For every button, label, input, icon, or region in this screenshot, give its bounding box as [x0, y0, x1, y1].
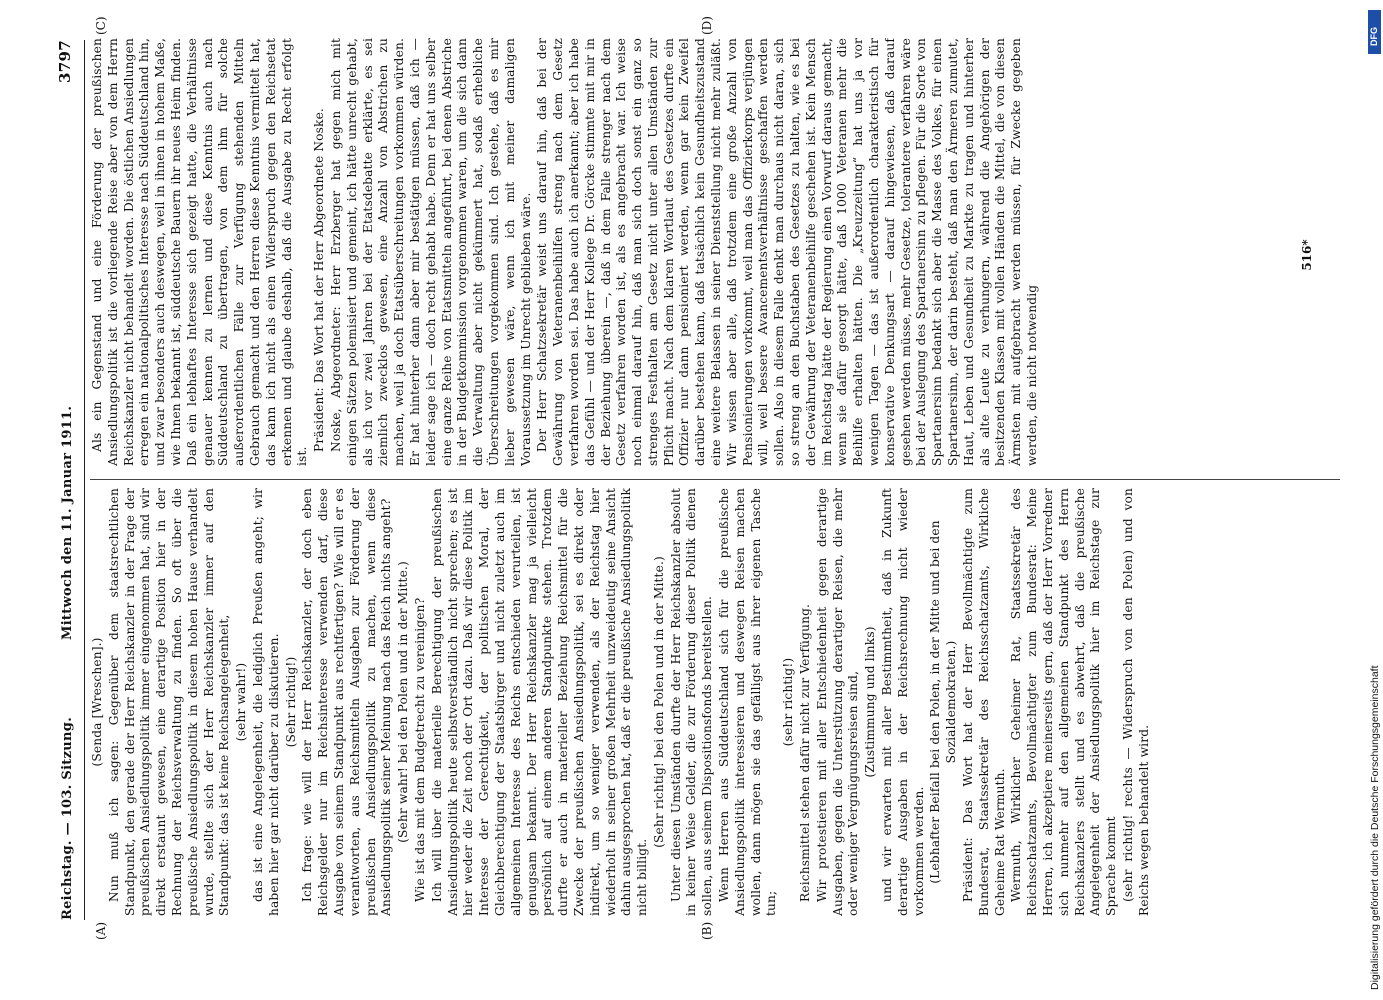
left-column-paragraph: Wir protestieren mit aller Entschiedenheit gegen derartige Ausgaben, gegen die Unterstützung derartiger Reisen, die mehr oder weniger Vergnügungsreisen sind,	[814, 488, 861, 916]
footer-signature: 516*	[1300, 239, 1314, 271]
left-column-paragraph: Unter diesen Umständen durfte der Herr Reichskanzler absolut in keiner Weise Gelder, die zur Förderung dieser Politik dienen sollen, aus seinem Dispositionsfonds bereitstellen.	[668, 488, 715, 916]
header-date: Mittwoch den 11. Januar 1911.	[60, 405, 75, 640]
dfg-logo-icon	[1368, 10, 1381, 54]
left-text-column	[90, 488, 1290, 916]
left-column-paragraph: Nun muß ich sagen: Gegenüber dem staatsrechtlichen Standpunkt, den gerade der Herr Reichskanzler in der Frage der preußischen Ansiedlungspolitik immer eingenommen hat, sind wir direkt erstaunt gewesen, eine derartige Position hier in der Rechnung der Reichsverwaltung zu finden. So oft über die preußische Ansiedlungspolitik in diesem hohen Hause verhandelt wurde, stellte sich der Herr Reichskanzler immer auf den Standpunkt: das ist keine Reichsangelegenheit,	[106, 488, 232, 916]
left-column-paragraph: Wermuth, Wirklicher Geheimer Rat, Staatssekretär des Reichsschatzamts, Bevollmächtigter zum Bundesrat: Meine Herren, ich akzeptiere meinerseits gern, daß der Herr Vorredner sich nunmehr auf den allgemeinen Standpunkt des Herrn Reichskanzlers stellt und es abwehrt, daß die preußische Angelegenheit der Ansiedlungspolitik hier im Reichstage zur Sprache kommt	[1009, 488, 1119, 916]
left-column-paragraph: (sehr richtig! rechts — Widerspruch von den Polen) und von Reichs wegen behandelt wird.	[1121, 488, 1151, 916]
left-column-paragraph: Ich frage: wie will der Herr Reichskanzler, der doch eben Reichsgelder nur im Reichsinteresse verwenden darf, diese Ausgabe von seinem Standpunkt aus rechtfertigen? Wie will er es verantworten, aus Reichsmitteln Ausgaben zur Förderung der preußischen Ansiedlungspolitik zu machen, wenn diese Ansiedlungspolitik seiner Meinung nach das Reich nichts angeht?	[300, 488, 394, 916]
left-column-paragraph: (sehr richtig!)	[781, 657, 796, 747]
right-column-paragraph: Noske, Abgeordneter: Herr Erzberger hat gegen mich mit einigen Sätzen polemisiert und gemeint, ich hätte unrecht gehabt, als ich vor zwei Jahren bei der Etatsdebatte erklärte, es sei ziemlich zwecklos gewesen, eine Anzahl von Abstrichen zu machen, weil ja doch Etatsüberschreitungen vorkommen würden. Er hat hinterher dann aber mir bestätigen müssen, daß ich — leider sage ich — doch recht gehabt habe. Denn er hat uns selber eine ganze Reihe von Etatsmitteln angeführt, bei denen Abstriche in der Budgetkommission vorgenommen waren, um die sich dann die Verwaltung aber nicht gekümmert hat, sodaß erhebliche Überschreitungen vorgekommen sind. Ich gestehe, daß es mir lieber gewesen wäre, wenn ich mit meiner damaligen Voraussetzung im Unrecht geblieben wäre.	[328, 38, 533, 466]
header-rule	[84, 40, 85, 920]
left-column-paragraph: das ist eine Angelegenheit, die lediglich Preußen angeht; wir haben hier gar nicht darüber zu diskutieren.	[250, 488, 281, 916]
right-text-column	[90, 38, 1290, 466]
dfg-credit-line: Digitalisierung gefördert durch die Deutsche Forschungsgemeinschaft	[1369, 665, 1381, 990]
left-column-paragraph: (Zustimmung und links)	[863, 626, 878, 778]
left-column-paragraph: Präsident: Das Wort hat der Herr Bevollmächtigte zum Bundesrat, Staatssekretär des Reichsschatzamts, Wirkliche Geheime Rat Wermuth.	[961, 488, 1007, 916]
column-divider	[90, 479, 1340, 480]
left-column-paragraph: Reichsmittel stehen dafür nicht zur Verfügung.	[798, 603, 813, 902]
left-column-paragraph: und wir erwarten mit aller Bestimmtheit, daß in Zukunft derartige Ausgaben in der Reichsrechnung nicht wieder vorkommen werden.	[880, 488, 926, 916]
column-marker-b: (B)	[700, 921, 714, 940]
left-column-paragraph: Wie ist das mit dem Budgetrecht zu vereinigen?	[412, 597, 427, 902]
left-column-paragraph: Wenn Herren aus Süddeutschland sich für die preußische Ansiedlungspolitik interessieren und deswegen Reisen machen wollen, dann mögen sie das gefälligst aus ihrer eigenen Tasche tun;	[717, 488, 779, 916]
left-column-paragraph: (Lebhafter Beifall bei den Polen, in der Mitte und bei den Sozialdemokraten.)	[928, 520, 959, 884]
right-column-paragraph: Als ein Gegenstand und eine Förderung der preußischen Ansiedlungspolitik ist die vorliegende Reise aber von dem Herrn Reichskanzler nicht behandelt worden. Die östlichen Ansiedlungen erregen ein nationalpolitisches Interesse nach Süddeutschland hin, und zwar besonders auch deswegen, weil in ihnen in hohem Maße, wie Ihnen bekannt ist, süddeutsche Bauern ihr neues Heim finden. Daß ein lebhaftes Interesse sich gezeigt hatte, die Verhältnisse genauer kennen zu lernen und diese Kenntnis auch nach Süddeutschland zu übertragen, von dem ihm für solche außerordentlichen Fälle zur Verfügung stehenden Mitteln Gebrauch gemacht und den Herren diese Kenntnis vermittelt hat, das kann ich nicht als einen Widerspruch gegen den Reichsetat erkennen und glaube deshalb, daß die Ausgabe zu Recht erfolgt ist.	[90, 38, 310, 466]
left-column-paragraph: (sehr wahr!)	[234, 662, 249, 742]
right-column-paragraph: Präsident: Das Wort hat der Herr Abgeordnete Noske.	[312, 108, 327, 452]
page-number: 3797	[56, 40, 74, 83]
column-marker-c: (C)	[94, 16, 108, 35]
left-column-paragraph: (Sehr wahr! bei den Polen und in der Mitte.)	[396, 561, 411, 843]
header-left-title: Reichstag. — 103. Sitzung.	[60, 716, 75, 920]
right-column-paragraph: Der Herr Schatzsekretär weist uns darauf hin, daß bei der Gewährung von Veteranenbeihilfen streng nach dem Gesetz verfahren worden sei. Das habe auch ich anerkannt; aber ich habe das Gefühl — und der Herr Kollege Dr. Görcke stimmte mit mir in der Beziehung überein —, daß in dem Falle strenger nach dem Gesetz verfahren worden ist, als es angebracht war. Ich weise noch einmal darauf hin, daß man sich doch sonst ein ganz so strenges Festhalten am Gesetz nicht unter allen Umständen zur Pflicht macht. Nach dem klaren Wortlaut des Gesetzes durfte ein Offizier nur dann pensioniert werden, wenn gar kein Zweifel darüber bestehen kann, daß tatsächlich kein Gesundheitszustand eine weitere Belassen in seiner Dienststellung nicht mehr zuläßt. Wir wissen aber alle, daß trotzdem eine große Anzahl von Pensionierungen vorkommt, weil man das Offizierkorps verjüngen will, weil bessere Avancementsverhältnisse geschaffen werden sollen. Also in diesem Falle denkt man durchaus nicht daran, sich so streng an den Buchstaben des Gesetzes zu halten, wie es bei der Gewährung der Veteranenbeihilfe geschehen ist. Kein Mensch im Reichstag hätte der Regierung einen Vorwurf daraus gemacht, wenn sie dafür gesorgt hätte, daß 1000 Veteranen mehr die Beihilfe erhalten hätten. Die „Kreuzzeitung“ hat uns ja vor wenigen Tagen — das ist außerordentlich charakteristisch für konservative Denkungsart — darauf hingewiesen, daß darauf gesehen werden müsse, mehr Gesetze, tolerantere verfahren wäre bei der Auslegung des Spartanersinn zu pflegen. Für die Sorte von Spartanersinn bedankt sich aber die Masse des Volkes, für einen Spartanersinn, der darin besteht, daß man den Ärmeren zumutet, Haut, Leben und Gesundheit zu Markte zu tragen und hinterher als alte Leute zu verhungern, während die Angehörigen der besitzenden Klassen mit vollen Händen die Mittel, die von diesen Ärmsten mit aufgebracht werden müssen, für Zwecke gegeben werden, die nicht notwendig	[535, 38, 1040, 466]
left-column-paragraph: Ich will über die materielle Berechtigung der preußischen Ansiedlungspolitik heute selbstverständlich nicht sprechen; es ist hier weder die Zeit noch der Ort dazu. Daß wir diese Politik im Interesse der Gerechtigkeit, der politischen Moral, der Gleichberechtigung der Staatsbürger und nicht zuletzt auch im allgemeinen Interesse des Reichs entschieden verurteilen, ist genugsam bekannt. Der Herr Reichskanzler mag ja vielleicht persönlich auf einem anderen Standpunkte stehen. Trotzdem durfte er auch in materieller Beziehung Reichsmittel für die Zwecke der preußischen Ansiedlungspolitik, sei es direkt oder indirekt, um so weniger verwenden, als der Reichstag hier wiederholt in seiner großen Mehrheit unzweideutig seine Ansicht dahin ausgesprochen hat, daß er die preußische Ansiedlungspolitik nicht billigt.	[429, 488, 650, 916]
left-column-paragraph: (Sehr richtig!)	[283, 656, 298, 748]
left-column-paragraph: (Senda [Wreschen].)	[90, 637, 104, 767]
column-marker-d: (D)	[700, 16, 714, 35]
page-header	[56, 40, 84, 920]
left-column-paragraph: (Sehr richtig! bei den Polen und in der Mitte.)	[651, 556, 666, 848]
column-marker-a: (A)	[94, 921, 108, 940]
dfg-logo-text: DFG	[1369, 27, 1379, 46]
